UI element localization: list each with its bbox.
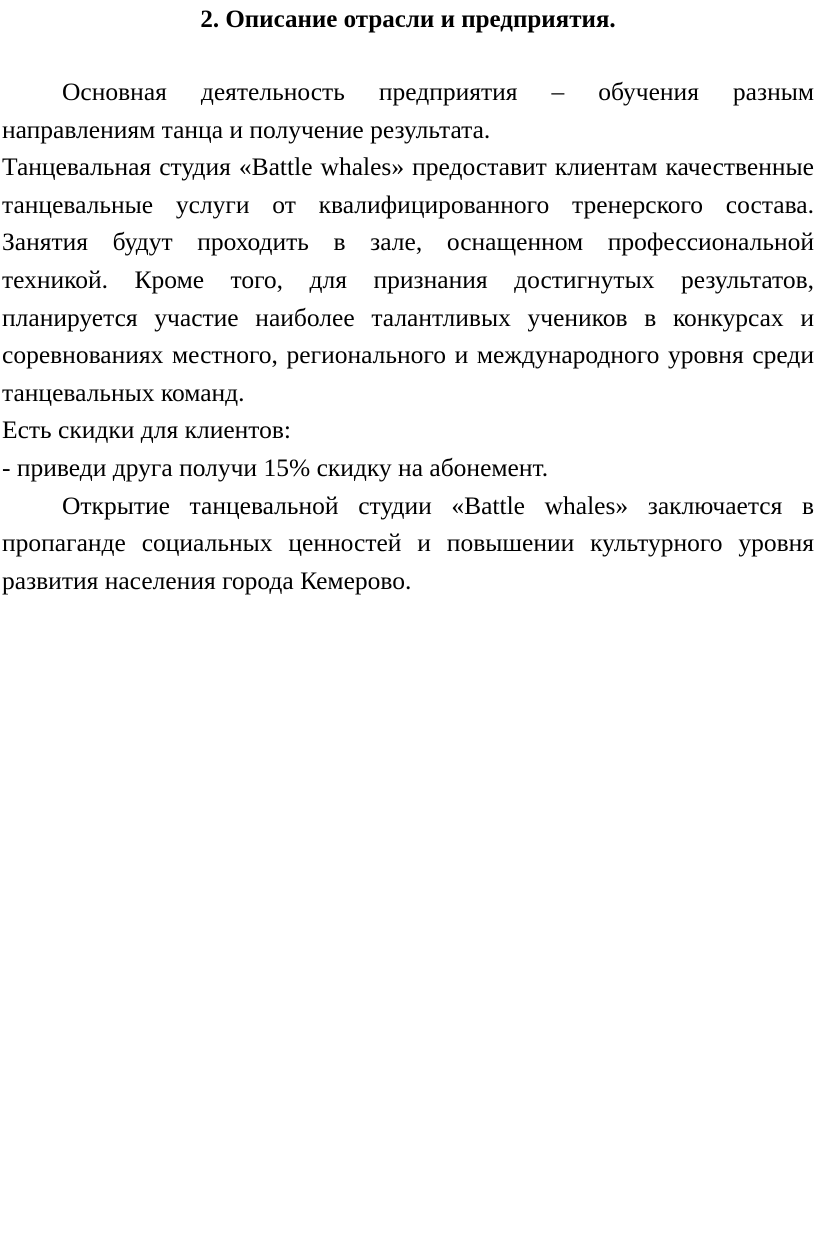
paragraph-main-activity: Основная деятельность предприятия – обучения разным направлениям танца и получение результата. xyxy=(2,77,814,144)
paragraph-discount-item: - приведи друга получи 15% скидку на абонемент. xyxy=(2,452,549,482)
paragraph-studio-description: Танцевальная студия «Battle whales» предоставит клиентам качественные танцевальные услуги от квалифицированного тренерского состава. Занятия будут проходить в зале, оснащенном профессиональной техникой. Кроме того, для признания достигнутых результатов, планируется участие наиболее талантливых учеников в конкурсах и соревнованиях местного, регионального и международного уровня среди танцевальных команд. xyxy=(2,152,814,407)
paragraph-discounts-intro: Есть скидки для клиентов: xyxy=(2,415,291,445)
paragraph-studio-purpose: Открытие танцевальной студии «Battle whales» заключается в пропаганде социальных ценностей и повышении культурного уровня развития населения города Кемерово. xyxy=(2,490,814,595)
section-heading: 2. Описание отрасли и предприятия. xyxy=(200,6,616,33)
blank-line xyxy=(2,35,814,73)
